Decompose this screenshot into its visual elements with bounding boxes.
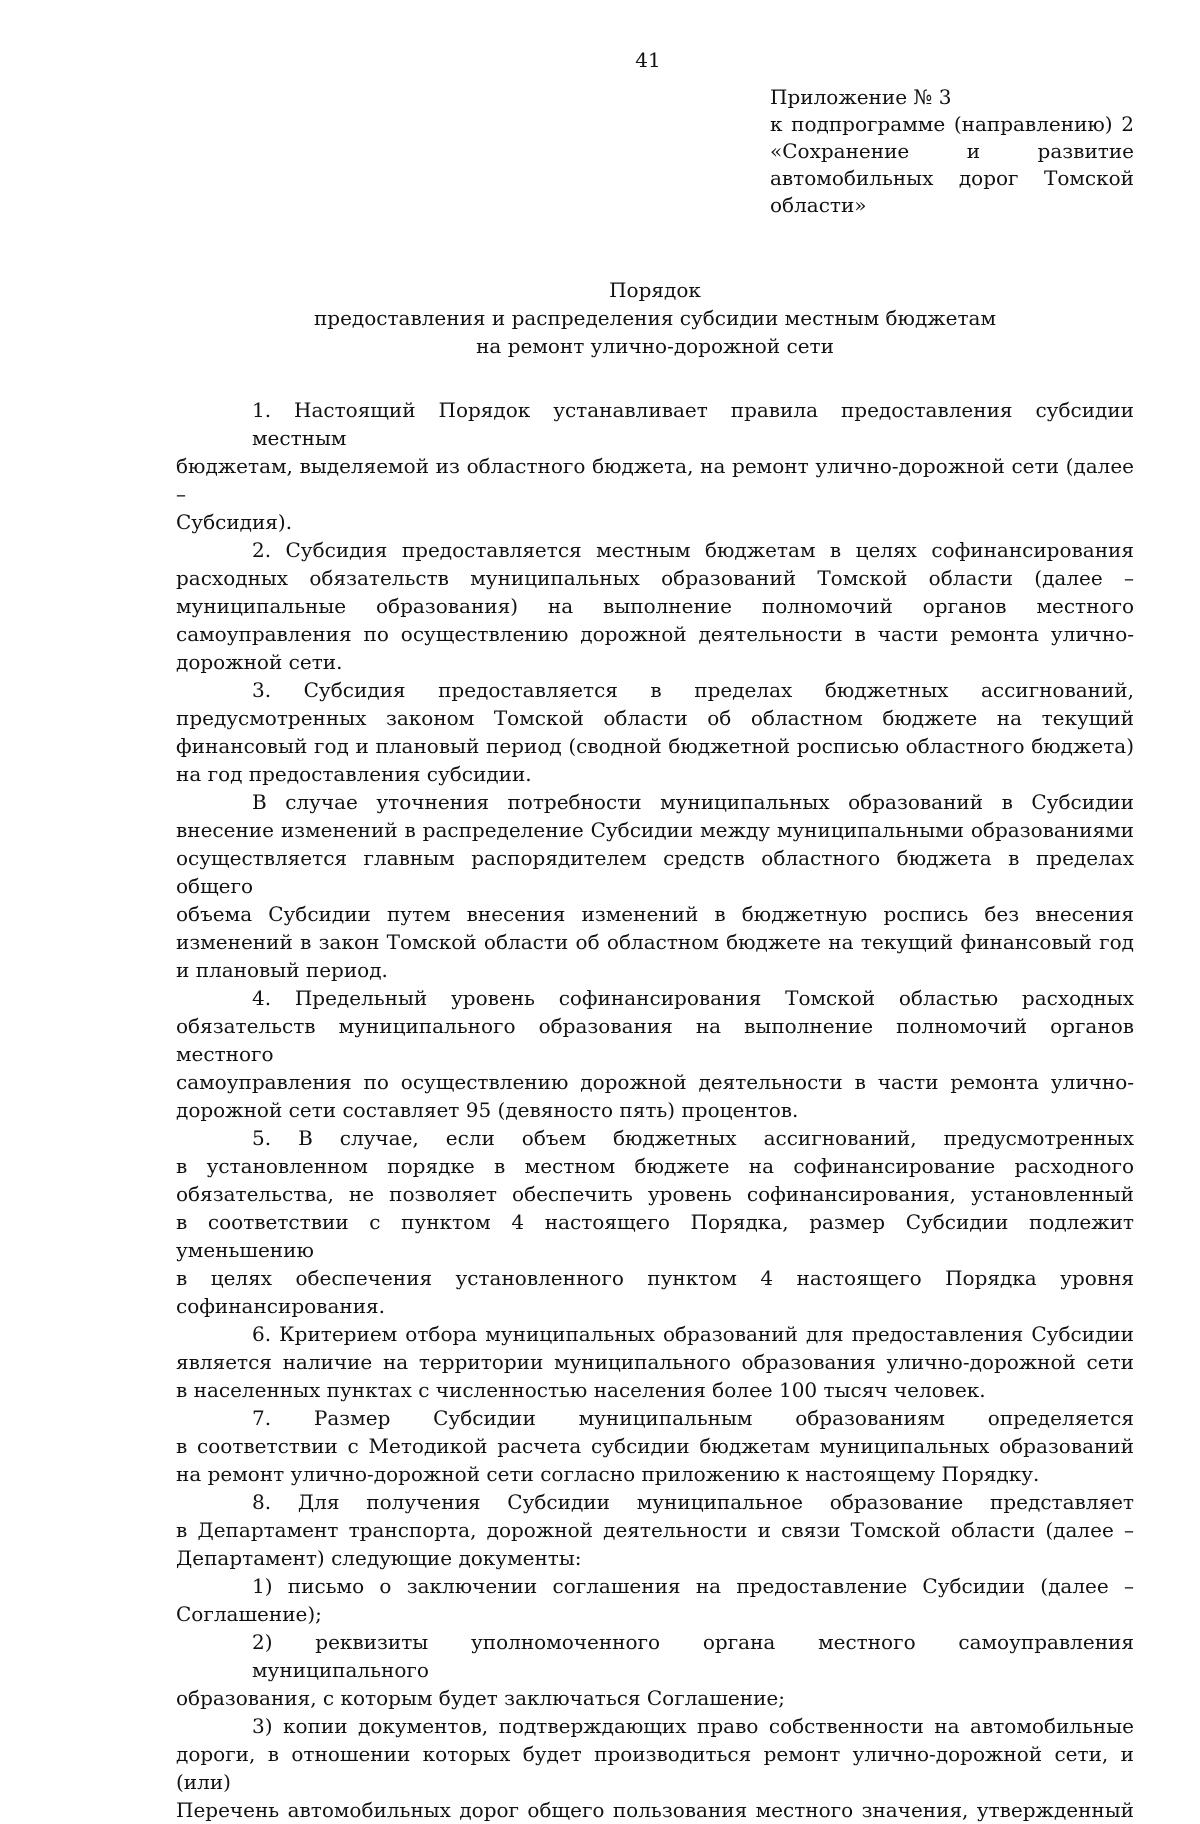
paragraph-line: изменений в закон Томской области об областном бюджете на текущий финансовый год — [176, 930, 1134, 954]
paragraph-line: в населенных пунктах с численностью населения более 100 тысяч человек. — [176, 1378, 986, 1402]
appendix-line: области» — [770, 193, 867, 217]
paragraph-line: дороги, в отношении которых будет производиться ремонт улично-дорожной сети, и (или) — [176, 1742, 1134, 1794]
paragraph-line: расходных обязательств муниципальных образований Томской области (далее – — [176, 566, 1134, 590]
paragraph-line: на ремонт улично-дорожной сети согласно приложению к настоящему Порядку. — [176, 1462, 1040, 1486]
paragraph — [176, 1712, 1134, 1824]
title-line: на ремонт улично-дорожной сети — [476, 334, 834, 358]
paragraph-line: и плановый период. — [176, 958, 388, 982]
paragraph-line: на год предоставления субсидии. — [176, 762, 532, 786]
paragraph — [176, 676, 1134, 788]
paragraph — [176, 788, 1134, 984]
paragraph-line: 3) копии документов, подтверждающих право собственности на автомобильные — [252, 1714, 1134, 1738]
paragraph — [176, 1404, 1134, 1488]
paragraph-line: в целях обеспечения установленного пунктом 4 настоящего Порядка уровня — [176, 1266, 1134, 1290]
appendix-line: автомобильных дорог Томской — [770, 166, 1134, 190]
paragraph-line: муниципальные образования) на выполнение полномочий органов местного — [176, 594, 1134, 618]
paragraph-line: 1) письмо о заключении соглашения на предоставление Субсидии (далее – — [252, 1574, 1134, 1598]
paragraph — [176, 984, 1134, 1124]
paragraph-line: 8. Для получения Субсидии муниципальное образование представляет — [252, 1490, 1134, 1514]
paragraph-line: 7. Размер Субсидии муниципальным образованиям определяется — [252, 1406, 1134, 1430]
appendix-line: «Сохранение и развитие — [770, 139, 1134, 163]
paragraph — [176, 1572, 1134, 1628]
document-body — [176, 396, 1134, 1824]
paragraph-line: софинансирования. — [176, 1294, 386, 1318]
paragraph-line: внесение изменений в распределение Субсидии между муниципальными образованиями — [176, 818, 1134, 842]
paragraph-line: дорожной сети составляет 95 (девяносто пять) процентов. — [176, 1098, 799, 1122]
paragraph-line: обязательств муниципального образования на выполнение полномочий органов местного — [176, 1014, 1134, 1066]
paragraph-line: Соглашение); — [176, 1602, 322, 1626]
paragraph-line: В случае уточнения потребности муниципальных образований в Субсидии — [252, 790, 1134, 814]
paragraph-line: обязательства, не позволяет обеспечить уровень софинансирования, установленный — [176, 1182, 1134, 1206]
paragraph-line: самоуправления по осуществлению дорожной деятельности в части ремонта улично- — [176, 1070, 1134, 1094]
paragraph-line: объема Субсидии путем внесения изменений в бюджетную роспись без внесения — [176, 902, 1134, 926]
paragraph-line: бюджетам, выделяемой из областного бюджета, на ремонт улично-дорожной сети (далее – — [176, 454, 1134, 506]
paragraph-line: 3. Субсидия предоставляется в пределах бюджетных ассигнований, — [252, 678, 1134, 702]
paragraph-line: дорожной сети. — [176, 650, 343, 674]
paragraph — [176, 536, 1134, 676]
paragraph-line: 2) реквизиты уполномоченного органа местного самоуправления муниципального — [252, 1630, 1134, 1682]
paragraph-line: 1. Настоящий Порядок устанавливает правила предоставления субсидии местным — [252, 398, 1134, 450]
paragraph-line: Департамент) следующие документы: — [176, 1546, 582, 1570]
paragraph — [176, 1628, 1134, 1712]
paragraph-line: Субсидия). — [176, 510, 293, 534]
paragraph-line: Перечень автомобильных дорог общего пользования местного значения, утвержденный — [176, 1798, 1134, 1822]
paragraph-line: в Департамент транспорта, дорожной деятельности и связи Томской области (далее – — [176, 1518, 1134, 1542]
paragraph-line: 4. Предельный уровень софинансирования Томской областью расходных — [252, 986, 1134, 1010]
paragraph — [176, 396, 1134, 536]
paragraph-line: предусмотренных законом Томской области об областном бюджете на текущий — [176, 706, 1134, 730]
paragraph-line: в установленном порядке в местном бюджете на софинансирование расходного — [176, 1154, 1134, 1178]
paragraph-line: 6. Критерием отбора муниципальных образований для предоставления Субсидии — [252, 1322, 1134, 1346]
title-line: Порядок — [609, 278, 701, 302]
paragraph-line: финансовый год и плановый период (сводной бюджетной росписью областного бюджета) — [176, 734, 1134, 758]
paragraph — [176, 1488, 1134, 1572]
paragraph-line: 5. В случае, если объем бюджетных ассигнований, предусмотренных — [252, 1126, 1134, 1150]
appendix-line: Приложение № 3 — [770, 85, 952, 109]
paragraph-line: образования, с которым будет заключаться Соглашение; — [176, 1686, 785, 1710]
paragraph-line: в соответствии с Методикой расчета субсидии бюджетам муниципальных образований — [176, 1434, 1134, 1458]
paragraph-line: в соответствии с пунктом 4 настоящего Порядка, размер Субсидии подлежит уменьшению — [176, 1210, 1134, 1262]
paragraph — [176, 1124, 1134, 1320]
appendix-header — [770, 84, 1134, 219]
document-title — [176, 276, 1134, 360]
paragraph — [176, 1320, 1134, 1404]
paragraph-line: является наличие на территории муниципального образования улично-дорожной сети — [176, 1350, 1134, 1374]
page-number: 41 — [635, 48, 661, 72]
title-line: предоставления и распределения субсидии местным бюджетам — [313, 306, 997, 330]
appendix-line: к подпрограмме (направлению) 2 — [770, 112, 1134, 136]
paragraph-line: осуществляется главным распорядителем средств областного бюджета в пределах общего — [176, 846, 1134, 898]
paragraph-line: самоуправления по осуществлению дорожной деятельности в части ремонта улично- — [176, 622, 1134, 646]
paragraph-line: 2. Субсидия предоставляется местным бюджетам в целях софинансирования — [252, 538, 1134, 562]
